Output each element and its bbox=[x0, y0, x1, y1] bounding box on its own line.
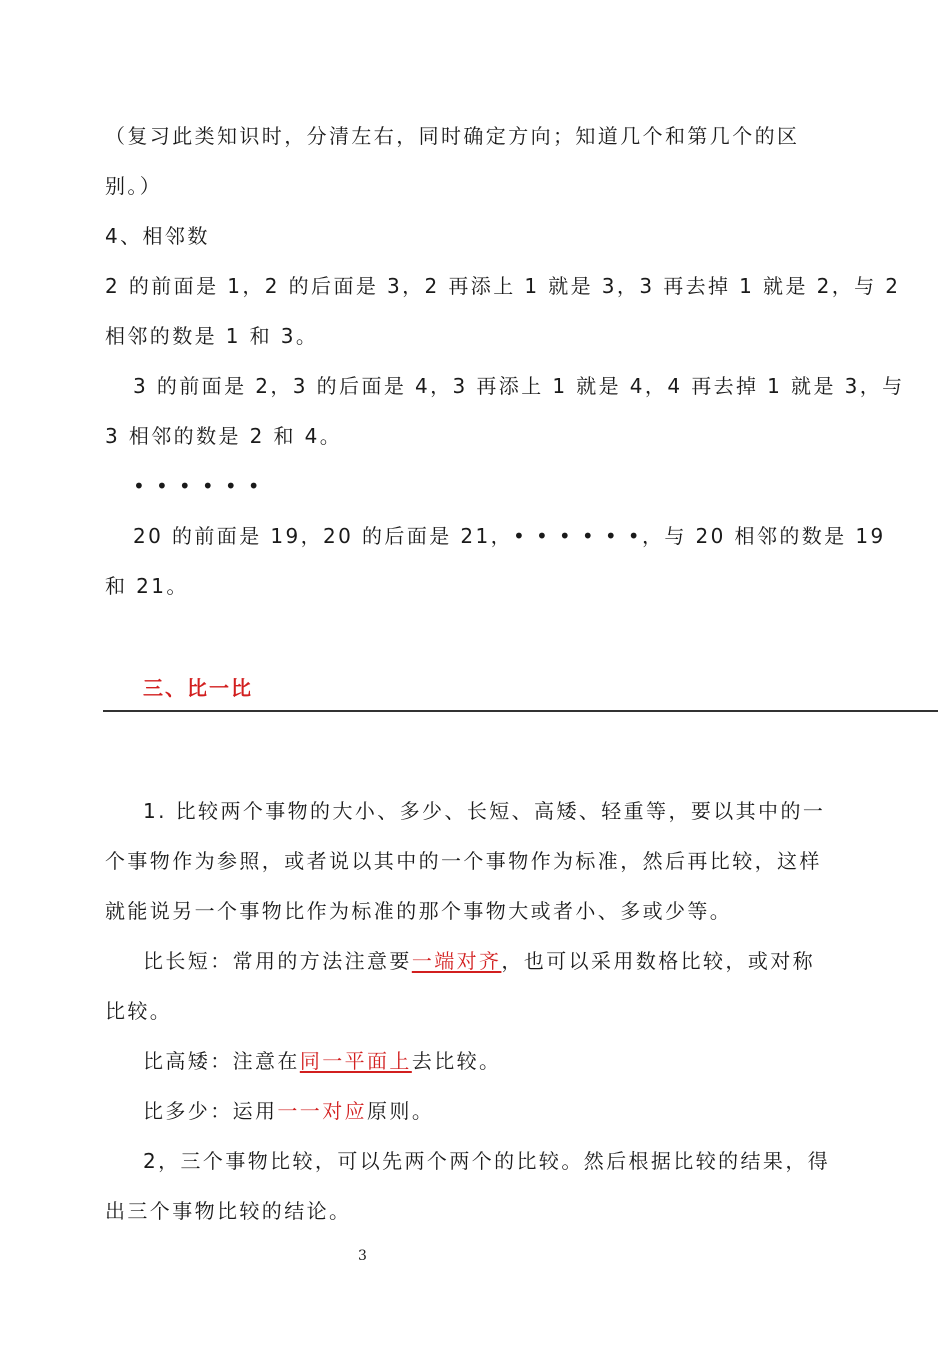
paragraph-adjacent-2-line-2: 相邻的数是 1 和 3。 bbox=[105, 324, 319, 348]
three-items-paragraph-line-1: 2，三个事物比较，可以先两个两个的比较。然后根据比较的结果，得 bbox=[143, 1149, 831, 1173]
item4-title: 4、相邻数 bbox=[105, 224, 210, 248]
three-items-paragraph-line-2: 出三个事物比较的结论。 bbox=[105, 1199, 352, 1223]
compare-length-prefix: 比长短：常用的方法注意要 bbox=[143, 949, 412, 973]
review-note-line-2: 别。） bbox=[105, 174, 163, 198]
compare-paragraph-line-3: 就能说另一个事物比作为标准的那个事物大或者小、多或少等。 bbox=[105, 899, 733, 923]
compare-length-suffix: ，也可以采用数格比较，或对称 bbox=[501, 949, 816, 973]
compare-height-line bbox=[143, 1047, 501, 1075]
compare-amount-key: 一一对应 bbox=[277, 1099, 368, 1123]
compare-height-key: 同一平面上 bbox=[299, 1049, 412, 1073]
page-number: 3 bbox=[358, 1248, 367, 1264]
compare-length-key: 一端对齐 bbox=[411, 949, 502, 973]
heading-divider bbox=[103, 710, 938, 712]
paragraph-adjacent-20-line-1: 20 的前面是 19，20 的后面是 21，• • • • • •，与 20 相邻的数是 19 bbox=[133, 524, 886, 548]
compare-height-suffix: 去比较。 bbox=[411, 1049, 502, 1073]
paragraph-adjacent-20-line-2: 和 21。 bbox=[105, 574, 189, 598]
compare-paragraph-line-1: 1. 比较两个事物的大小、多少、长短、高矮、轻重等，要以其中的一 bbox=[143, 799, 826, 823]
paragraph-adjacent-3-line-2: 3 相邻的数是 2 和 4。 bbox=[105, 424, 343, 448]
review-note-line-1: （复习此类知识时，分清左右，同时确定方向；知道几个和第几个的区 bbox=[105, 124, 800, 148]
compare-height-prefix: 比高矮：注意在 bbox=[143, 1049, 300, 1073]
compare-paragraph-line-2: 个事物作为参照，或者说以其中的一个事物作为标准，然后再比较，这样 bbox=[105, 849, 822, 873]
compare-amount-line bbox=[143, 1097, 434, 1125]
compare-length-line-2: 比较。 bbox=[105, 999, 173, 1023]
paragraph-adjacent-3-line-1: 3 的前面是 2，3 的后面是 4，3 再添上 1 就是 4，4 再去掉 1 就是 3，与 bbox=[133, 374, 905, 398]
paragraph-adjacent-2-line-1: 2 的前面是 1，2 的后面是 3，2 再添上 1 就是 3，3 再去掉 1 就是 2，与 2 bbox=[105, 274, 901, 298]
section-heading: 三、比一比 bbox=[143, 676, 253, 700]
compare-amount-suffix: 原则。 bbox=[367, 1099, 435, 1123]
compare-amount-prefix: 比多少：运用 bbox=[143, 1099, 278, 1123]
ellipsis-dots: • • • • • • bbox=[133, 474, 262, 498]
compare-length-line-1 bbox=[143, 947, 815, 975]
